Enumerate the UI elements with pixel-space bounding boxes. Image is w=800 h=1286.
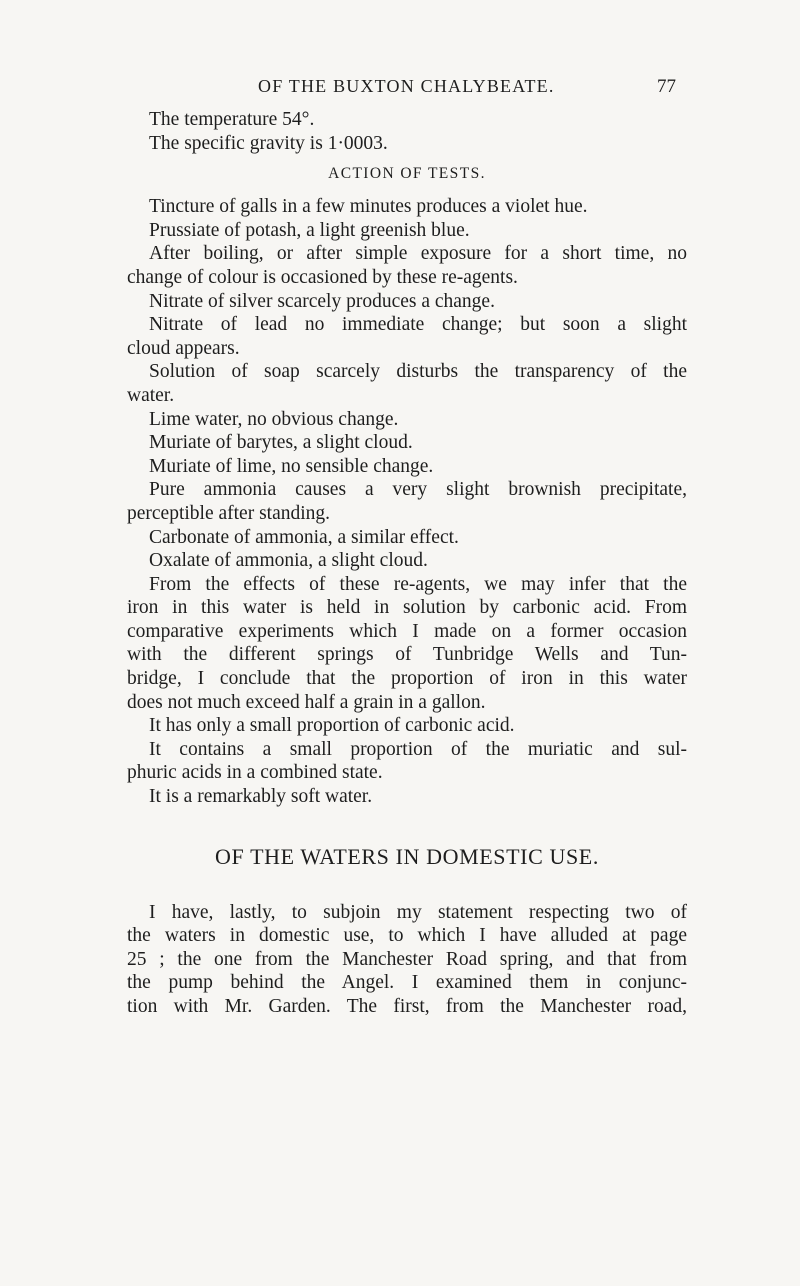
text-line: the pump behind the Angel. I examined them in conjunc-	[127, 972, 687, 994]
text-line: Muriate of lime, no sensible change.	[149, 455, 434, 477]
text-line: change of colour is occasioned by these re-agents.	[127, 266, 518, 288]
text-line: After boiling, or after simple exposure for a short time, no	[149, 243, 687, 265]
text-line: tion with Mr. Garden. The first, from the Manchester road,	[127, 996, 687, 1017]
page-header	[258, 76, 676, 104]
text-line: Oxalate of ammonia, a slight cloud.	[149, 550, 428, 572]
specific-gravity-line: The specific gravity is 1·0003.	[149, 132, 388, 154]
running-title: OF THE BUXTON CHALYBEATE.	[258, 76, 555, 96]
text-line: water.	[127, 384, 175, 406]
text-line: iron in this water is held in solution by carbonic acid. From	[127, 597, 687, 619]
text-line: Prussiate of potash, a light greenish blue.	[149, 219, 470, 241]
text-line: Solution of soap scarcely disturbs the transparency of the	[149, 361, 687, 383]
text-line: Nitrate of silver scarcely produces a change.	[149, 290, 495, 312]
temperature-line: The temperature 54°.	[149, 109, 315, 130]
tests-paragraphs	[127, 195, 687, 808]
text-line: 25 ; the one from the Manchester Road spring, and that from	[127, 948, 687, 970]
text-line: I have, lastly, to subjoin my statement respecting two of	[149, 901, 687, 923]
body-text	[127, 108, 687, 1019]
text-line: Carbonate of ammonia, a similar effect.	[149, 526, 459, 548]
text-line: It contains a small proportion of the muriatic and sul-	[149, 738, 687, 760]
page-number: 77	[657, 76, 676, 97]
text-line: Tincture of galls in a few minutes produces a violet hue.	[149, 196, 588, 218]
text-line: with the different springs of Tunbridge Wells and Tun-	[127, 644, 687, 666]
text-line: Lime water, no obvious change.	[149, 408, 399, 430]
domestic-use-heading: OF THE WATERS IN DOMESTIC USE.	[215, 843, 599, 869]
text-line: Muriate of barytes, a slight cloud.	[149, 432, 413, 454]
text-line: cloud appears.	[127, 337, 240, 359]
text-line: From the effects of these re-agents, we may infer that the	[149, 573, 687, 595]
text-line: does not much exceed half a grain in a gallon.	[127, 691, 486, 713]
text-line: the waters in domestic use, to which I have alluded at page	[127, 925, 687, 947]
text-line: Nitrate of lead no immediate change; but soon a slight	[149, 314, 687, 336]
text-line: comparative experiments which I made on a former occasion	[127, 620, 687, 642]
text-line: perceptible after standing.	[127, 502, 331, 524]
text-line: Pure ammonia causes a very slight brownish precipitate,	[149, 479, 687, 501]
text-line: bridge, I conclude that the proportion of iron in this water	[127, 668, 687, 690]
text-line: It has only a small proportion of carbonic acid.	[149, 715, 515, 737]
text-line: phuric acids in a combined state.	[127, 762, 383, 784]
action-of-tests-heading: ACTION OF TESTS.	[328, 165, 486, 183]
text-line: It is a remarkably soft water.	[149, 786, 373, 808]
domestic-use-paragraph	[127, 901, 687, 1019]
